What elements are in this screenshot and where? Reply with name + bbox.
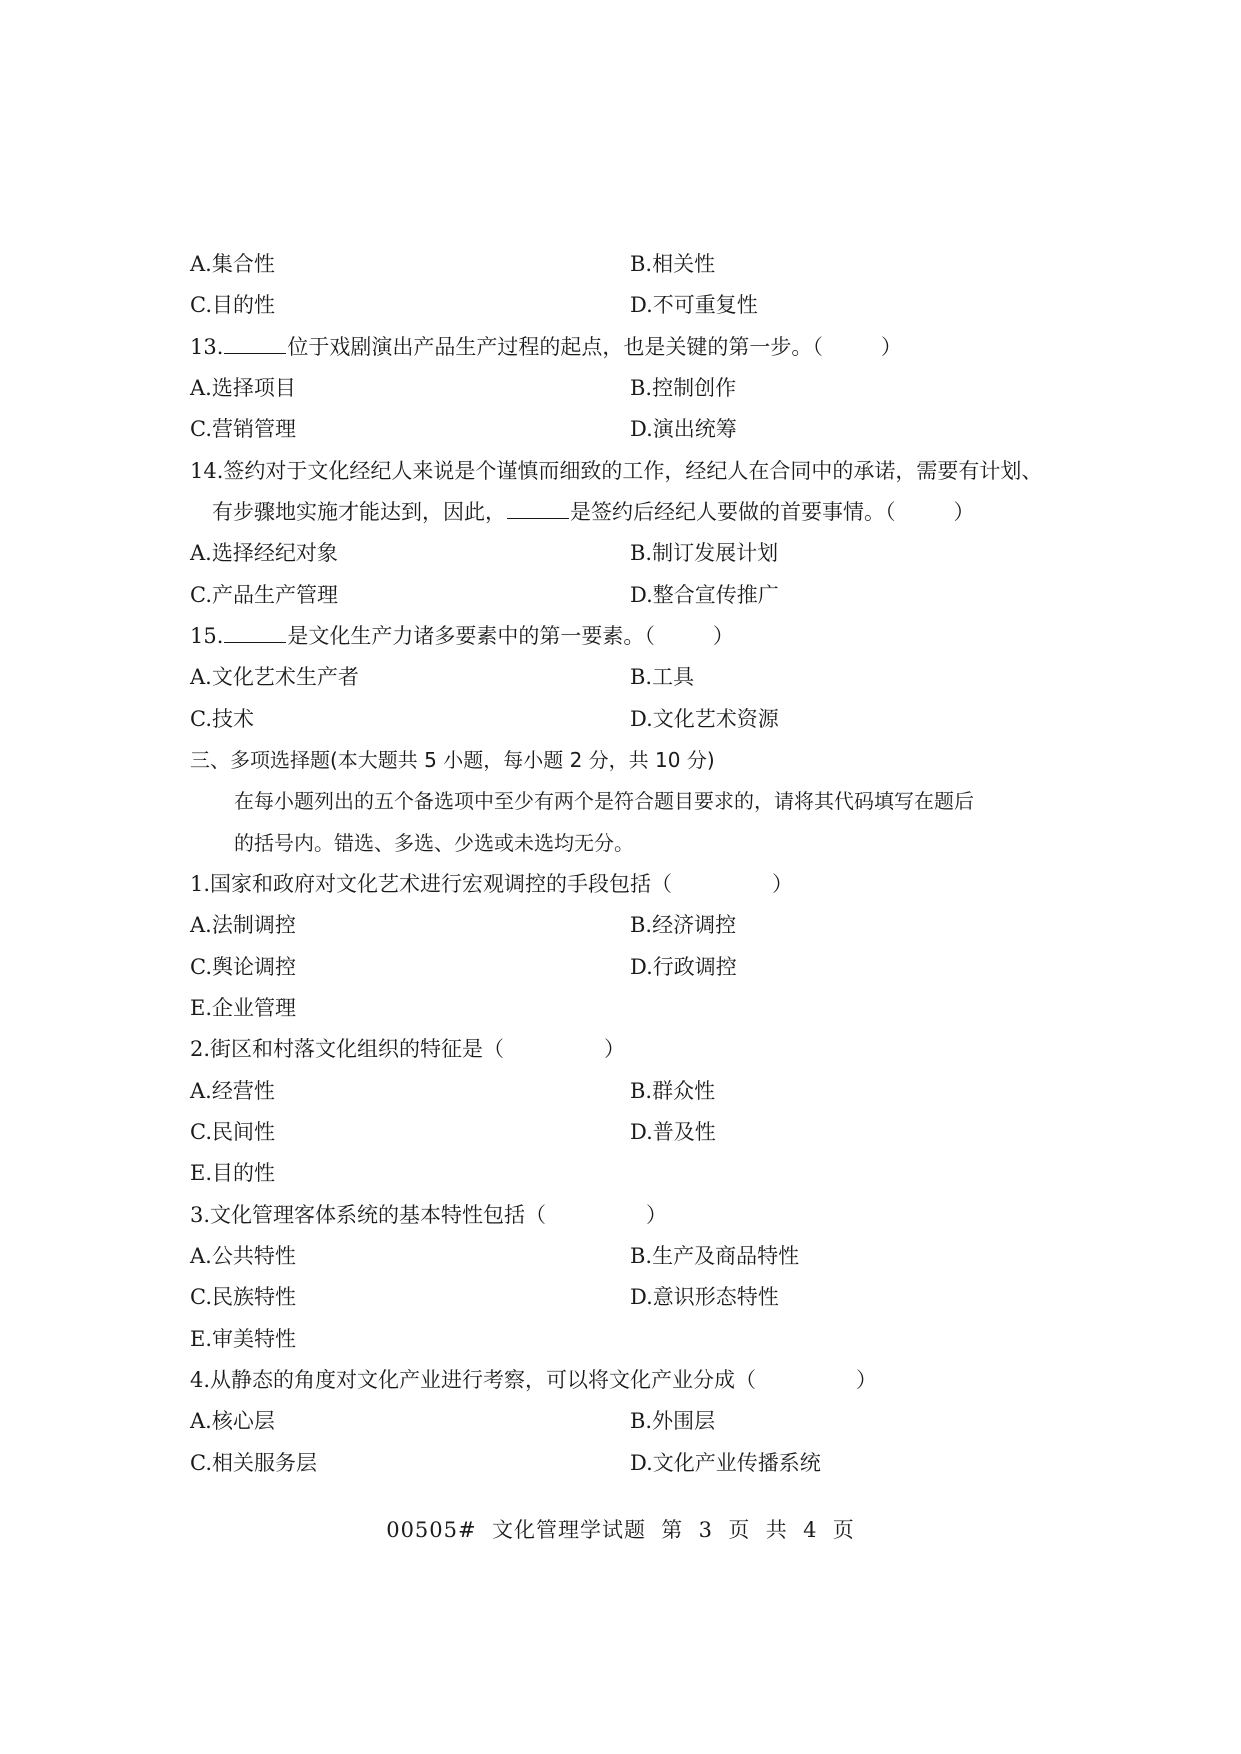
m2-option-d: D.普及性 [630, 1120, 716, 1144]
q14-close-paren: ） [953, 500, 975, 524]
m1-stem [190, 864, 1070, 904]
m1-options-row-3 [190, 988, 1070, 1028]
q15-options-row-1 [190, 657, 1070, 697]
m2-option-b: B.群众性 [630, 1079, 716, 1103]
section-3-instructions-line-2: 的括号内。错选、多选、少选或未选均无分。 [234, 831, 634, 855]
q15-options-row-2 [190, 699, 1070, 739]
q13-option-a: A.选择项目 [190, 376, 296, 400]
m1-option-d: D.行政调控 [630, 955, 737, 979]
q13-options-row-2 [190, 409, 1070, 449]
m2-close-paren: ） [604, 1037, 626, 1061]
q14-stem-line-1 [190, 451, 1070, 491]
m2-option-e: E.目的性 [190, 1161, 276, 1185]
q14-stem-line-2 [212, 492, 1092, 532]
q14-line-2-post: 是签约后经纪人要做的首要事情。（ [570, 500, 896, 524]
m3-text: 3.文化管理客体系统的基本特性包括（ [190, 1203, 547, 1227]
m2-options-row-3 [190, 1153, 1070, 1193]
section-3-instructions-line-1: 在每小题列出的五个备选项中至少有两个是符合题目要求的，请将其代码填写在题后 [234, 789, 974, 813]
m3-option-a: A.公共特性 [190, 1244, 296, 1268]
m2-text: 2.街区和村落文化组织的特征是（ [190, 1037, 505, 1061]
m4-option-a: A.核心层 [190, 1409, 275, 1433]
q15-stem [190, 616, 1070, 656]
m2-stem [190, 1029, 1070, 1069]
q13-stem [190, 327, 1070, 367]
q12-option-c: C.目的性 [190, 293, 275, 317]
q13-option-d: D.演出统筹 [630, 417, 737, 441]
m3-stem [190, 1195, 1070, 1235]
q14-option-c: C.产品生产管理 [190, 583, 338, 607]
q15-close-paren: ） [712, 624, 734, 648]
q14-option-b: B.制订发展计划 [630, 541, 779, 565]
m1-options-row-1 [190, 905, 1070, 945]
q14-options-row-2 [190, 575, 1070, 615]
m3-option-e: E.审美特性 [190, 1327, 297, 1351]
m3-option-d: D.意识形态特性 [630, 1285, 779, 1309]
section-3-title: 三、多项选择题(本大题共 5 小题，每小题 2 分，共 10 分) [190, 748, 715, 772]
m4-text: 4.从静态的角度对文化产业进行考察，可以将文化产业分成（ [190, 1368, 757, 1392]
q12-option-b: B.相关性 [630, 252, 716, 276]
q15-option-a: A.文化艺术生产者 [190, 665, 359, 689]
m1-option-b: B.经济调控 [630, 913, 737, 937]
q13-option-b: B.控制创作 [630, 376, 737, 400]
m4-option-b: B.外围层 [630, 1409, 716, 1433]
q14-option-d: D.整合宣传推广 [630, 583, 779, 607]
m3-option-c: C.民族特性 [190, 1285, 296, 1309]
q12-option-a: A.集合性 [190, 252, 275, 276]
m3-options-row-2 [190, 1277, 1070, 1317]
q13-number: 13. [190, 335, 224, 359]
q15-text: 是文化生产力诸多要素中的第一要素。（ [287, 624, 655, 648]
q13-options-row-1 [190, 368, 1070, 408]
page-footer: 00505# 文化管理学试题 第 3 页 共 4 页 [386, 1518, 855, 1542]
q14-option-a: A.选择经纪对象 [190, 541, 338, 565]
q12-options-row-2 [190, 285, 1070, 325]
m4-stem [190, 1360, 1070, 1400]
m4-close-paren: ） [856, 1368, 878, 1392]
q12-option-d: D.不可重复性 [630, 293, 758, 317]
q15-option-c: C.技术 [190, 707, 254, 731]
q15-blank [224, 616, 286, 643]
m4-options-row-2 [190, 1443, 1070, 1483]
q15-option-d: D.文化艺术资源 [630, 707, 779, 731]
m4-option-d: D.文化产业传播系统 [630, 1451, 821, 1475]
m2-option-a: A.经营性 [190, 1079, 275, 1103]
q14-line-1: 14.签约对于文化经纪人来说是个谨慎而细致的工作，经纪人在合同中的承诺，需要有计划、 [190, 459, 1043, 483]
q12-options-row-1 [190, 244, 1070, 284]
m3-options-row-1 [190, 1236, 1070, 1276]
q15-option-b: B.工具 [630, 665, 695, 689]
m1-option-e: E.企业管理 [190, 996, 297, 1020]
m3-options-row-3 [190, 1319, 1070, 1359]
m1-option-c: C.舆论调控 [190, 955, 296, 979]
m4-option-c: C.相关服务层 [190, 1451, 317, 1475]
m2-option-c: C.民间性 [190, 1120, 275, 1144]
q13-blank [224, 327, 286, 354]
q14-options-row-1 [190, 533, 1070, 573]
m2-options-row-1 [190, 1071, 1070, 1111]
m1-options-row-2 [190, 947, 1070, 987]
m1-option-a: A.法制调控 [190, 913, 296, 937]
q14-blank [507, 492, 569, 519]
q13-close-paren: ） [880, 335, 902, 359]
q14-line-2-pre: 有步骤地实施才能达到，因此， [212, 500, 506, 524]
m4-options-row-1 [190, 1401, 1070, 1441]
m2-options-row-2 [190, 1112, 1070, 1152]
m3-close-paren: ） [646, 1203, 668, 1227]
q13-option-c: C.营销管理 [190, 417, 296, 441]
q13-text: 位于戏剧演出产品生产过程的起点，也是关键的第一步。（ [287, 335, 823, 359]
q15-number: 15. [190, 624, 224, 648]
m1-text: 1.国家和政府对文化艺术进行宏观调控的手段包括（ [190, 872, 673, 896]
m3-option-b: B.生产及商品特性 [630, 1244, 800, 1268]
m1-close-paren: ） [772, 872, 794, 896]
